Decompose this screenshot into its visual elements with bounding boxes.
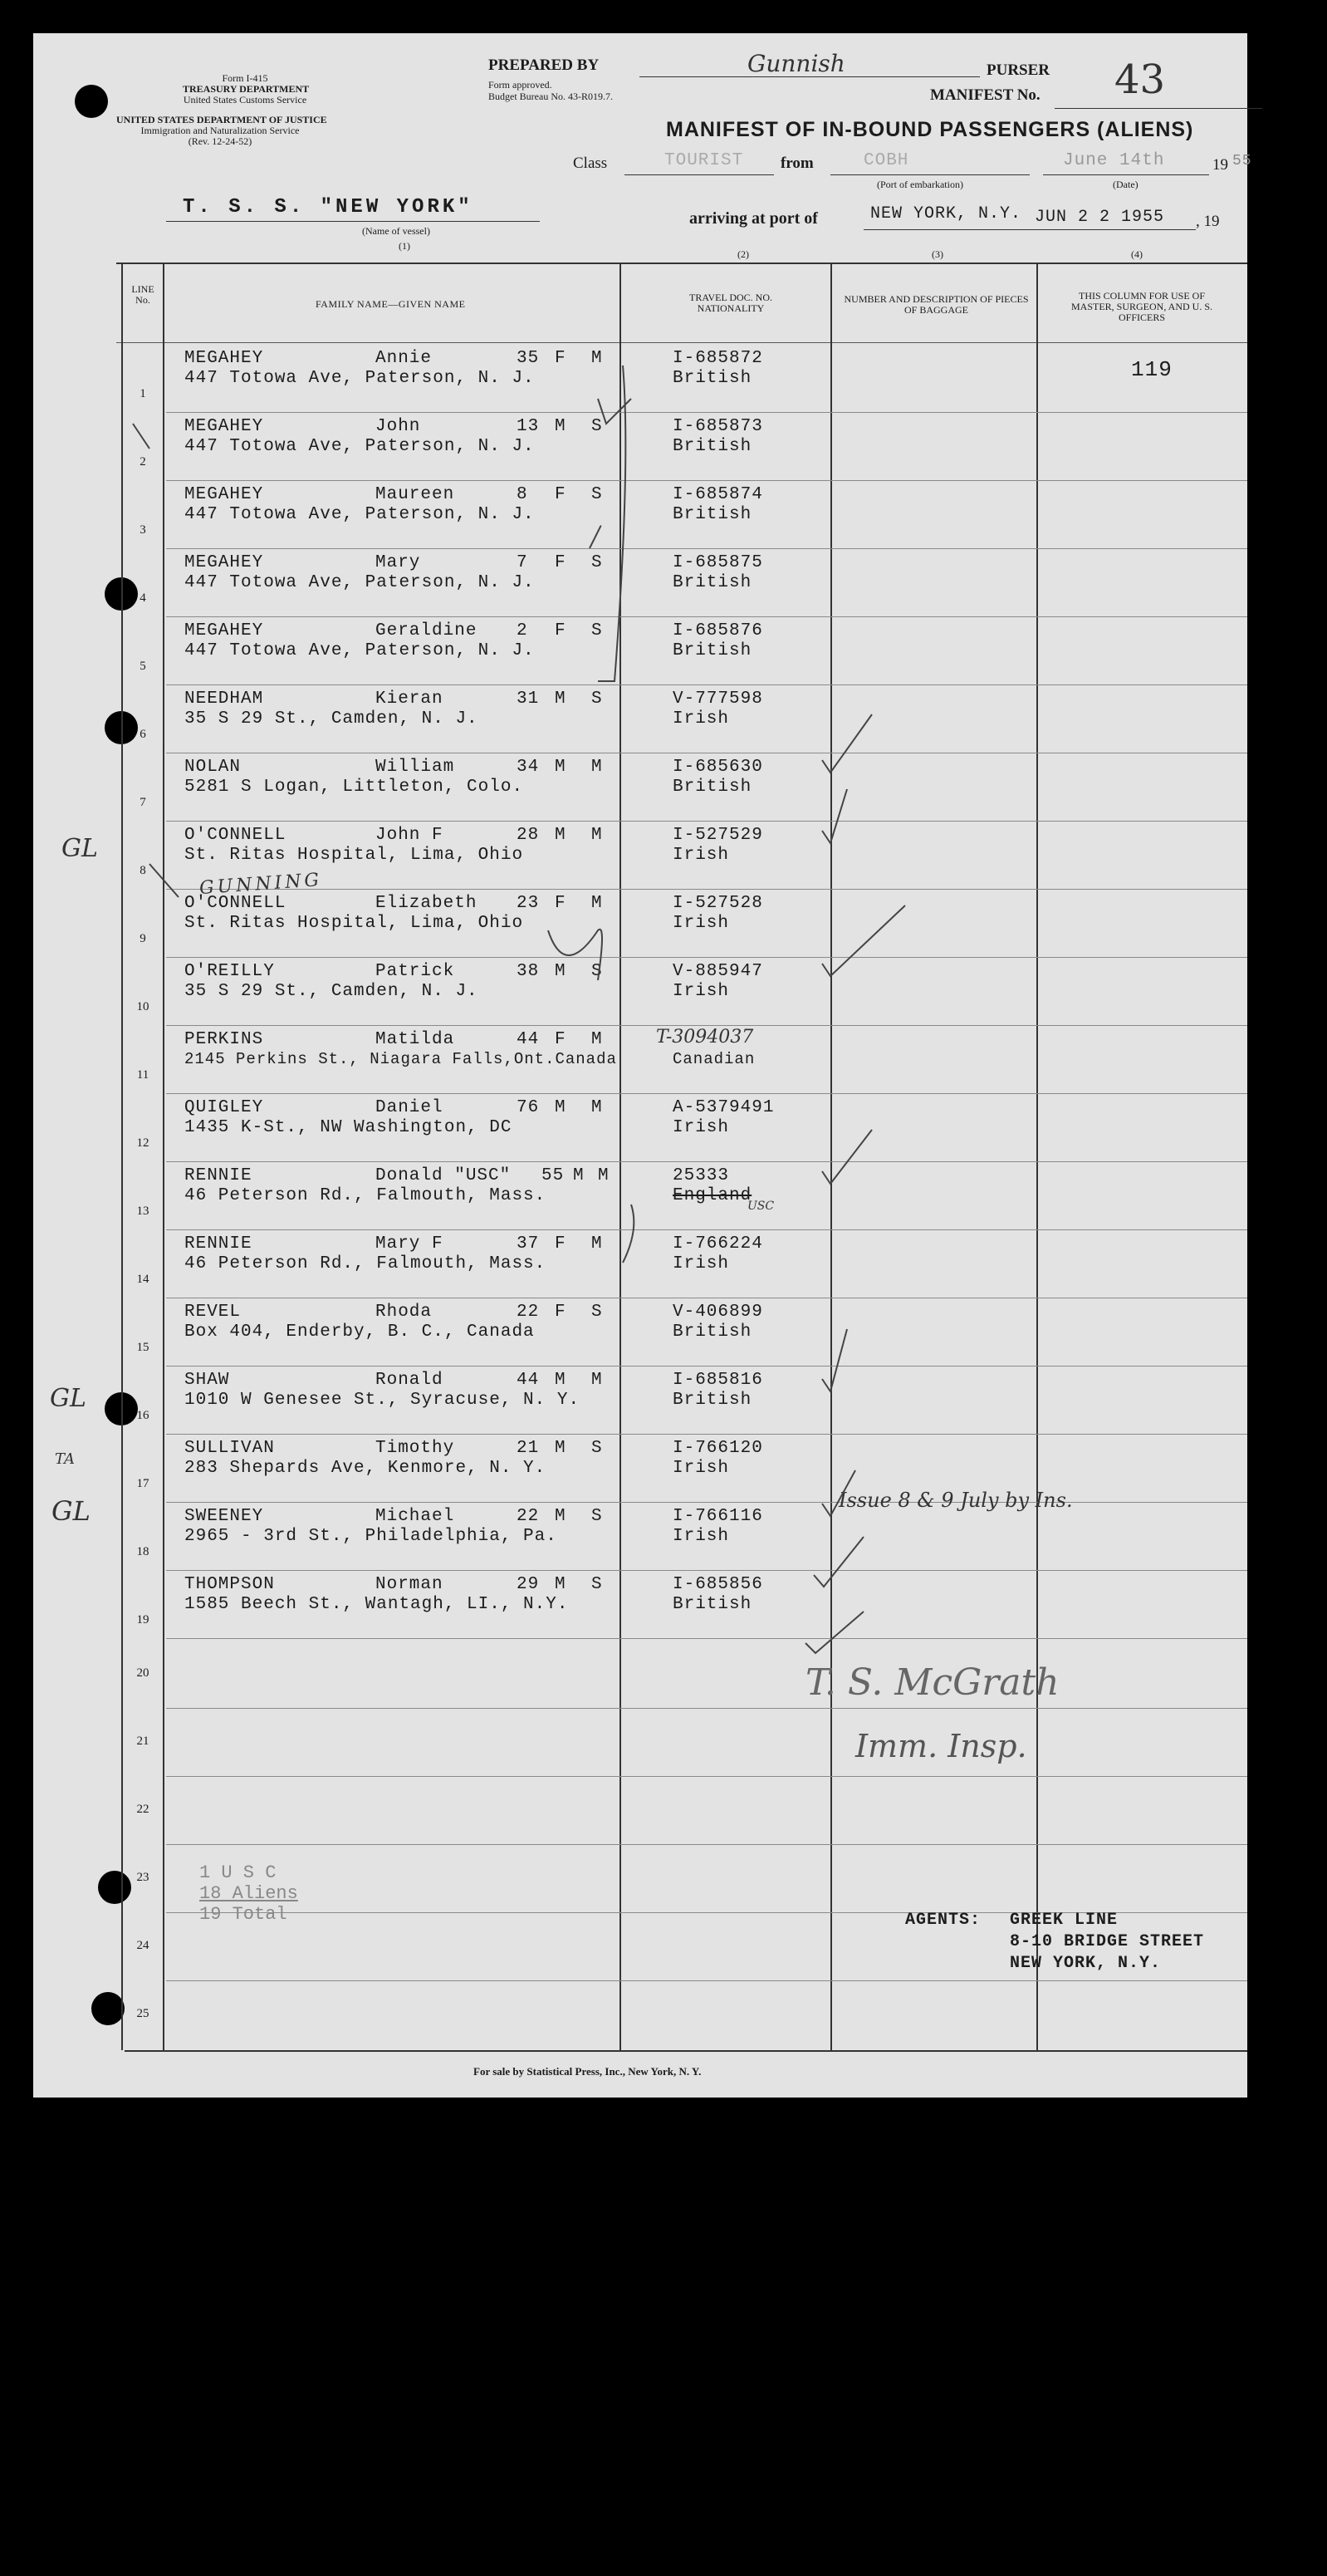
family-name: O'CONNELL <box>184 894 286 913</box>
budget-bureau: Budget Bureau No. 43-R019.7. <box>488 91 613 102</box>
nationality: Irish <box>673 1118 730 1137</box>
col-header-name: FAMILY NAME—GIVEN NAME <box>316 298 466 310</box>
address: St. Ritas Hospital, Lima, Ohio <box>184 846 524 865</box>
marital-status: S <box>591 621 603 640</box>
given-name: John <box>375 417 421 436</box>
col-num-2: (2) <box>737 248 749 260</box>
line-number: 17 <box>136 1477 149 1490</box>
given-name: Patrick <box>375 962 455 981</box>
line-number: 7 <box>140 796 146 809</box>
family-name: MEGAHEY <box>184 485 264 504</box>
address: 447 Totowa Ave, Paterson, N. J. <box>184 437 535 456</box>
address: 1435 K-St., NW Washington, DC <box>184 1118 512 1137</box>
sex: M <box>555 417 566 436</box>
address: 283 Shepards Ave, Kenmore, N. Y. <box>184 1459 546 1478</box>
col-header-line-no: LINE No. <box>131 283 154 306</box>
family-name: QUIGLEY <box>184 1098 264 1117</box>
margin-note-gl: GL <box>51 1495 91 1527</box>
sex: M <box>555 1575 566 1594</box>
travel-doc: I-766224 <box>673 1234 763 1254</box>
from-value: COBH <box>864 151 909 170</box>
sex: M <box>555 962 566 981</box>
age: 23 <box>517 894 540 913</box>
family-name: REVEL <box>184 1303 242 1322</box>
travel-doc: I-685872 <box>673 349 763 368</box>
family-name: MEGAHEY <box>184 553 264 572</box>
given-name: Rhoda <box>375 1303 433 1322</box>
given-name: Ronald <box>375 1371 443 1390</box>
address: 2145 Perkins St., Niagara Falls,Ont.Canada <box>184 1050 617 1068</box>
inspector-title-signature: Imm. Insp. <box>855 1728 1027 1764</box>
marital-status: M <box>591 1098 603 1117</box>
line-number: 20 <box>136 1666 149 1680</box>
line-number: 2 <box>140 455 146 469</box>
nationality: British <box>673 437 752 456</box>
nationality: British <box>673 1595 752 1614</box>
given-name: William <box>375 758 455 777</box>
total-usc: 1 U S C <box>199 1862 277 1883</box>
sex: M <box>555 1371 566 1390</box>
total-aliens: 18 Aliens <box>199 1883 298 1904</box>
travel-doc: I-685856 <box>673 1575 763 1594</box>
age: 2 <box>517 621 528 640</box>
address: 5281 S Logan, Littleton, Colo. <box>184 778 524 797</box>
travel-doc: I-685874 <box>673 485 763 504</box>
date-caption: (Date) <box>1113 179 1138 190</box>
family-name: MEGAHEY <box>184 417 264 436</box>
line-number: 19 <box>136 1613 149 1627</box>
line-number: 14 <box>136 1273 149 1286</box>
nationality: British <box>673 1322 752 1342</box>
travel-doc: A-5379491 <box>673 1098 775 1117</box>
sex: F <box>555 894 566 913</box>
marital-status: S <box>591 485 603 504</box>
form-number-block: Form I-415 TREASURY DEPARTMENT United States Customs Service <box>183 72 310 105</box>
col-header-officers: THIS COLUMN FOR USE OF MASTER, SURGEON, AND U. S. OFFICERS <box>1070 290 1213 323</box>
address: 447 Totowa Ave, Paterson, N. J. <box>184 369 535 388</box>
nationality: Irish <box>673 982 730 1001</box>
age: 76 <box>517 1098 540 1117</box>
col-header-travel-doc: TRAVEL DOC. NO. NATIONALITY <box>689 292 773 314</box>
travel-doc: V-777598 <box>673 689 763 709</box>
marital-status: S <box>591 1507 603 1526</box>
family-name: SHAW <box>184 1371 230 1390</box>
family-name: NOLAN <box>184 758 242 777</box>
nationality: Irish <box>673 709 730 729</box>
travel-doc: V-885947 <box>673 962 763 981</box>
age: 8 <box>517 485 528 504</box>
marital-status: S <box>591 1439 603 1458</box>
family-name: O'REILLY <box>184 962 275 981</box>
travel-doc: I-685875 <box>673 553 763 572</box>
age: 44 <box>517 1030 540 1049</box>
age: 37 <box>517 1234 540 1254</box>
arriving-port: NEW YORK, N.Y. <box>870 204 1022 223</box>
family-name: RENNIE <box>184 1234 252 1254</box>
age: 28 <box>517 826 540 845</box>
sex: F <box>555 1234 566 1254</box>
usc-handwritten-note: USC <box>747 1200 775 1213</box>
handwritten-gunning: GUNNING <box>198 869 323 900</box>
nationality: Irish <box>673 914 730 933</box>
line-number: 4 <box>140 591 146 605</box>
given-name: Timothy <box>375 1439 455 1458</box>
travel-doc: 25333 <box>673 1166 730 1185</box>
travel-doc: I-527529 <box>673 826 763 845</box>
marital-status: M <box>598 1166 610 1185</box>
family-name: NEEDHAM <box>184 689 264 709</box>
marital-status: S <box>591 689 603 709</box>
address: Box 404, Enderby, B. C., Canada <box>184 1322 535 1342</box>
sex: M <box>555 1098 566 1117</box>
given-name: Geraldine <box>375 621 477 640</box>
age: 13 <box>517 417 540 436</box>
given-name: Maureen <box>375 485 455 504</box>
age: 21 <box>517 1439 540 1458</box>
travel-doc: I-766120 <box>673 1439 763 1458</box>
sex: F <box>555 485 566 504</box>
year-suffix: 55 <box>1232 153 1252 169</box>
inspector-signature: T. S. McGrath <box>806 1661 1060 1704</box>
col-num-1: (1) <box>399 240 410 252</box>
marital-status: M <box>591 758 603 777</box>
address: 447 Totowa Ave, Paterson, N. J. <box>184 573 535 592</box>
line-number: 18 <box>136 1545 149 1558</box>
sex: F <box>555 553 566 572</box>
marital-status: M <box>591 894 603 913</box>
given-name: Elizabeth <box>375 894 477 913</box>
line-number: 13 <box>136 1205 149 1218</box>
nationality: British <box>673 369 752 388</box>
travel-doc: V-406899 <box>673 1303 763 1322</box>
line-number: 25 <box>136 2007 149 2020</box>
margin-note-gl: GL <box>50 1384 86 1413</box>
address: 35 S 29 St., Camden, N. J. <box>184 982 478 1001</box>
sex: M <box>555 826 566 845</box>
travel-doc: I-685630 <box>673 758 763 777</box>
line-number: 12 <box>136 1136 149 1150</box>
agents-line-1: GREEK LINE <box>1010 1911 1119 1930</box>
given-name: Daniel <box>375 1098 443 1117</box>
agents-label: AGENTS: <box>905 1911 982 1930</box>
marital-status: M <box>591 826 603 845</box>
given-name: Michael <box>375 1507 455 1526</box>
sex: M <box>573 1166 585 1185</box>
nationality: England <box>673 1186 752 1205</box>
family-name: MEGAHEY <box>184 621 264 640</box>
age: 34 <box>517 758 540 777</box>
nationality: British <box>673 573 752 592</box>
age: 35 <box>517 349 540 368</box>
age: 55 <box>541 1166 565 1185</box>
family-name: MEGAHEY <box>184 349 264 368</box>
marital-status: M <box>591 1030 603 1049</box>
age: 44 <box>517 1371 540 1390</box>
sex: M <box>555 689 566 709</box>
age: 38 <box>517 962 540 981</box>
sex: F <box>555 621 566 640</box>
class-value: TOURIST <box>664 151 744 170</box>
line-number: 21 <box>136 1735 149 1748</box>
agents-line-3: NEW YORK, N.Y. <box>1010 1954 1162 1973</box>
given-name: Matilda <box>375 1030 455 1049</box>
line-number: 1 <box>140 387 146 400</box>
age: 22 <box>517 1303 540 1322</box>
line-number: 10 <box>136 1000 149 1013</box>
family-name: SWEENEY <box>184 1507 264 1526</box>
address: 46 Peterson Rd., Falmouth, Mass. <box>184 1254 546 1273</box>
nationality: British <box>673 505 752 524</box>
sex: F <box>555 1030 566 1049</box>
travel-doc: I-685876 <box>673 621 763 640</box>
sex: M <box>555 758 566 777</box>
line-number: 23 <box>136 1871 149 1884</box>
address: 46 Peterson Rd., Falmouth, Mass. <box>184 1186 546 1205</box>
form-approved: Form approved. <box>488 79 552 91</box>
age: 29 <box>517 1575 540 1594</box>
margin-note-ta: TA <box>55 1450 76 1468</box>
col-header-baggage: NUMBER AND DESCRIPTION OF PIECES OF BAGGAGE <box>844 293 1029 316</box>
sex: M <box>555 1439 566 1458</box>
arriving-date-stamp: JUN 2 2 1955 <box>1035 208 1165 227</box>
nationality: British <box>673 1391 752 1410</box>
travel-doc: I-685816 <box>673 1371 763 1390</box>
age: 22 <box>517 1507 540 1526</box>
line-number: 6 <box>140 728 146 741</box>
line-number: 9 <box>140 932 146 945</box>
vessel-caption: (Name of vessel) <box>362 225 430 237</box>
given-name: Donald "USC" <box>375 1166 512 1185</box>
line-number: 5 <box>140 660 146 673</box>
col-num-4: (4) <box>1131 248 1143 260</box>
officer-note: 119 <box>1131 357 1173 382</box>
manifest-page <box>33 33 1252 2098</box>
nationality: British <box>673 641 752 660</box>
address: 1585 Beech St., Wantagh, LI., N.Y. <box>184 1595 569 1614</box>
given-name: Kieran <box>375 689 443 709</box>
nationality: Irish <box>673 846 730 865</box>
department-block: UNITED STATES DEPARTMENT OF JUSTICE Immigration and Naturalization Service (Rev. 12-24-52) <box>116 114 327 147</box>
from-label: from <box>781 155 814 172</box>
year-prefix: 19 <box>1212 156 1228 174</box>
sex: F <box>555 1303 566 1322</box>
given-name: Norman <box>375 1575 443 1594</box>
age: 7 <box>517 553 528 572</box>
travel-doc: I-685873 <box>673 417 763 436</box>
manifest-title: MANIFEST OF IN-BOUND PASSENGERS (ALIENS) <box>666 118 1194 141</box>
nationality: Irish <box>673 1527 730 1546</box>
nationality: Canadian <box>673 1050 756 1068</box>
arriving-label: arriving at port of <box>689 209 818 228</box>
sex: M <box>555 1507 566 1526</box>
total-passengers: 19 Total <box>199 1904 287 1925</box>
nationality: Irish <box>673 1254 730 1273</box>
marital-status: S <box>591 1575 603 1594</box>
family-name: PERKINS <box>184 1030 264 1049</box>
line-number: 3 <box>140 523 146 537</box>
line-number: 8 <box>140 864 146 877</box>
given-name: Mary <box>375 553 421 572</box>
marital-status: S <box>591 553 603 572</box>
marital-status: S <box>591 417 603 436</box>
vessel-name: T. S. S. "NEW YORK" <box>183 196 473 218</box>
handwritten-note-rows-17-18: Issue 8 & 9 July by Ins. <box>839 1489 1073 1512</box>
class-label: Class <box>573 155 608 172</box>
check-marks <box>33 33 1247 2098</box>
line-number: 16 <box>136 1409 149 1422</box>
given-name: Annie <box>375 349 433 368</box>
agents-line-2: 8-10 BRIDGE STREET <box>1010 1932 1205 1951</box>
address: 2965 - 3rd St., Philadelphia, Pa. <box>184 1527 557 1546</box>
line-number: 11 <box>136 1068 149 1082</box>
date-value: June 14th <box>1063 151 1165 170</box>
given-name: John F <box>375 826 443 845</box>
travel-doc: T-3094037 <box>656 1027 754 1048</box>
line-number: 22 <box>136 1803 149 1816</box>
travel-doc: I-527528 <box>673 894 763 913</box>
family-name: SULLIVAN <box>184 1439 275 1458</box>
port-embarkation-caption: (Port of embarkation) <box>877 179 963 190</box>
address: 447 Totowa Ave, Paterson, N. J. <box>184 505 535 524</box>
totals-block <box>199 1862 298 1925</box>
line-number: 15 <box>136 1341 149 1354</box>
prepared-by-label: PREPARED BY <box>488 56 600 74</box>
col-num-3: (3) <box>932 248 943 260</box>
prepared-by-signature: Gunnish <box>747 50 845 77</box>
address: 447 Totowa Ave, Paterson, N. J. <box>184 641 535 660</box>
nationality: British <box>673 778 752 797</box>
margin-note-gl: GL <box>61 834 98 863</box>
manifest-no-label: MANIFEST No. <box>930 86 1041 104</box>
family-name: RENNIE <box>184 1166 252 1185</box>
marital-status: M <box>591 1371 603 1390</box>
sex: F <box>555 349 566 368</box>
purser-label: PURSER <box>987 61 1050 79</box>
line-number: 24 <box>136 1939 149 1952</box>
travel-doc: I-766116 <box>673 1507 763 1526</box>
address: St. Ritas Hospital, Lima, Ohio <box>184 914 524 933</box>
marital-status: S <box>591 1303 603 1322</box>
family-name: O'CONNELL <box>184 826 286 845</box>
address: 1010 W Genesee St., Syracuse, N. Y. <box>184 1391 580 1410</box>
marital-status: S <box>591 962 603 981</box>
family-name: THOMPSON <box>184 1575 275 1594</box>
address: 35 S 29 St., Camden, N. J. <box>184 709 478 729</box>
manifest-no: 43 <box>1114 56 1166 103</box>
nationality: Irish <box>673 1459 730 1478</box>
age: 31 <box>517 689 540 709</box>
footer-printer: For sale by Statistical Press, Inc., New York, N. Y. <box>473 2065 702 2078</box>
given-name: Mary F <box>375 1234 443 1254</box>
arriving-year: , 19 <box>1196 213 1220 230</box>
marital-status: M <box>591 1234 603 1254</box>
marital-status: M <box>591 349 603 368</box>
